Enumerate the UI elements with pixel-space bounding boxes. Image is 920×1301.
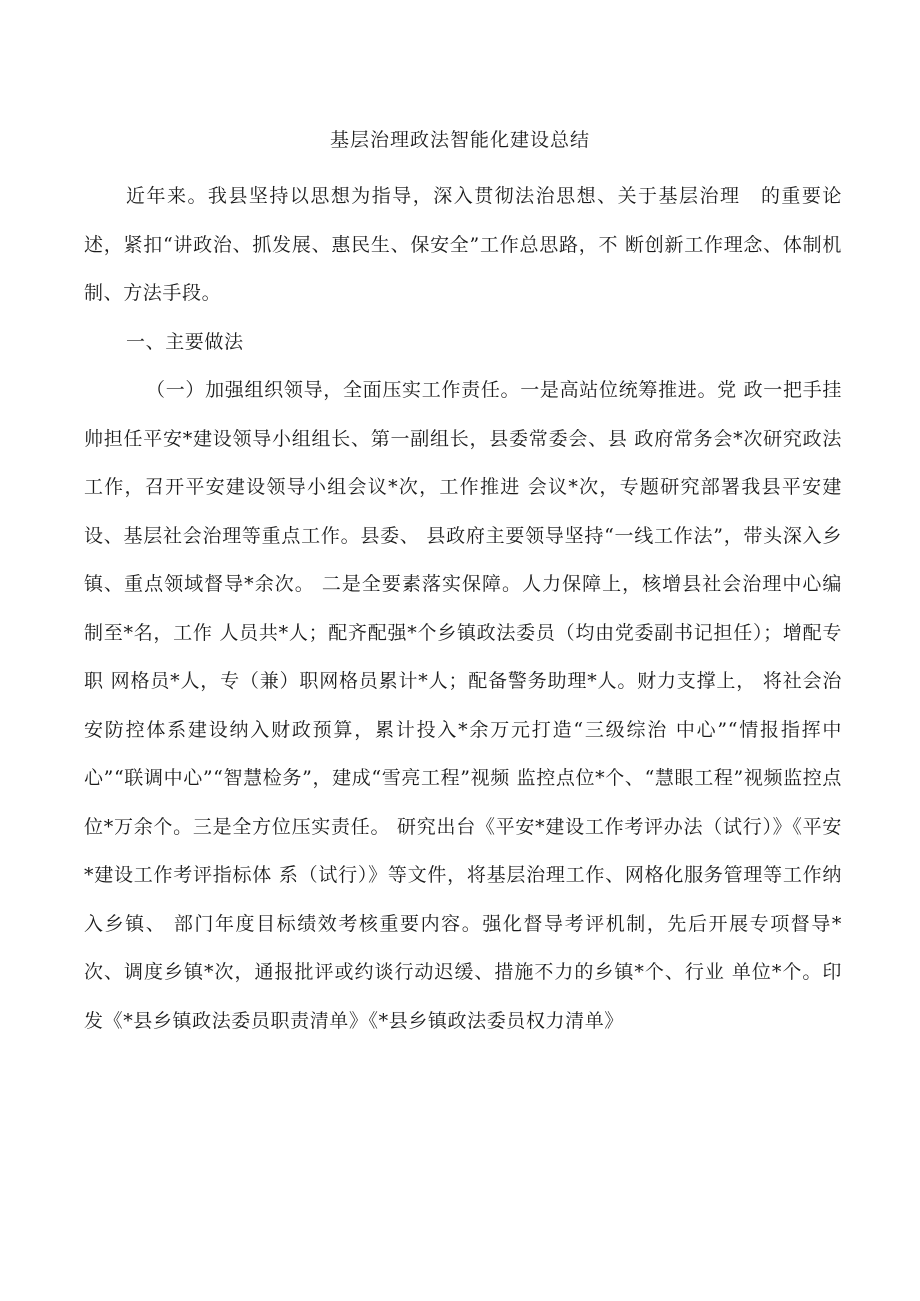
section-one-paragraph: （一）加强组织领导，全面压实工作责任。一是高站位统筹推进。党 政一把手挂帅担任平安*建设领导小组组长、第一副组长，县委常委会、县 政府常务会*次研究政法工作，召开平安建设领导小组会议*次，工作推进 会议*次，专题研究部署我县平安建设、基层社会治理等重点工作。县委、 县政府主要领导坚持“一线工作法”，带头深入乡镇、重点领域督导*余次。 二是全要素落实保障。人力保障上，核增县社会治理中心编制至*名，工作 人员共*人；配齐配强*个乡镇政法委员（均由党委副书记担任）；增配专职 网格员*人，专（兼）职网格员累计*人；配备警务助理*人。财力支撑上， 将社会治安防控体系建设纳入财政预算，累计投入*余万元打造“三级综治 中心”“情报指挥中心”“联调中心”“智慧检务”，建成“雪亮工程”视频 监控点位*个、“慧眼工程”视频监控点位*万余个。三是全方位压实责任。 研究出台《平安*建设工作考评办法（试行）》《平安*建设工作考评指标体 系（试行）》等文件，将基层治理工作、网格化服务管理等工作纳入乡镇、 部门年度目标绩效考核重要内容。强化督导考评机制，先后开展专项督导* 次、调度乡镇*次，通报批评或约谈行动迟缓、措施不力的乡镇*个、行业 单位*个。印发《*县乡镇政法委员职责清单》《*县乡镇政法委员权力清单》: [84, 379, 842, 1032]
document-title: 基层治理政法智能化建设总结: [329, 129, 590, 151]
section-heading: 一、主要做法: [126, 331, 244, 353]
intro-paragraph: 近年来。我县坚持以思想为指导，深入贯彻法治思想、关于基层治理 的重要论述，紧扣“讲政治、抓发展、惠民生、保安全”工作总思路，不 断创新工作理念、体制机制、方法手段。: [84, 185, 842, 304]
